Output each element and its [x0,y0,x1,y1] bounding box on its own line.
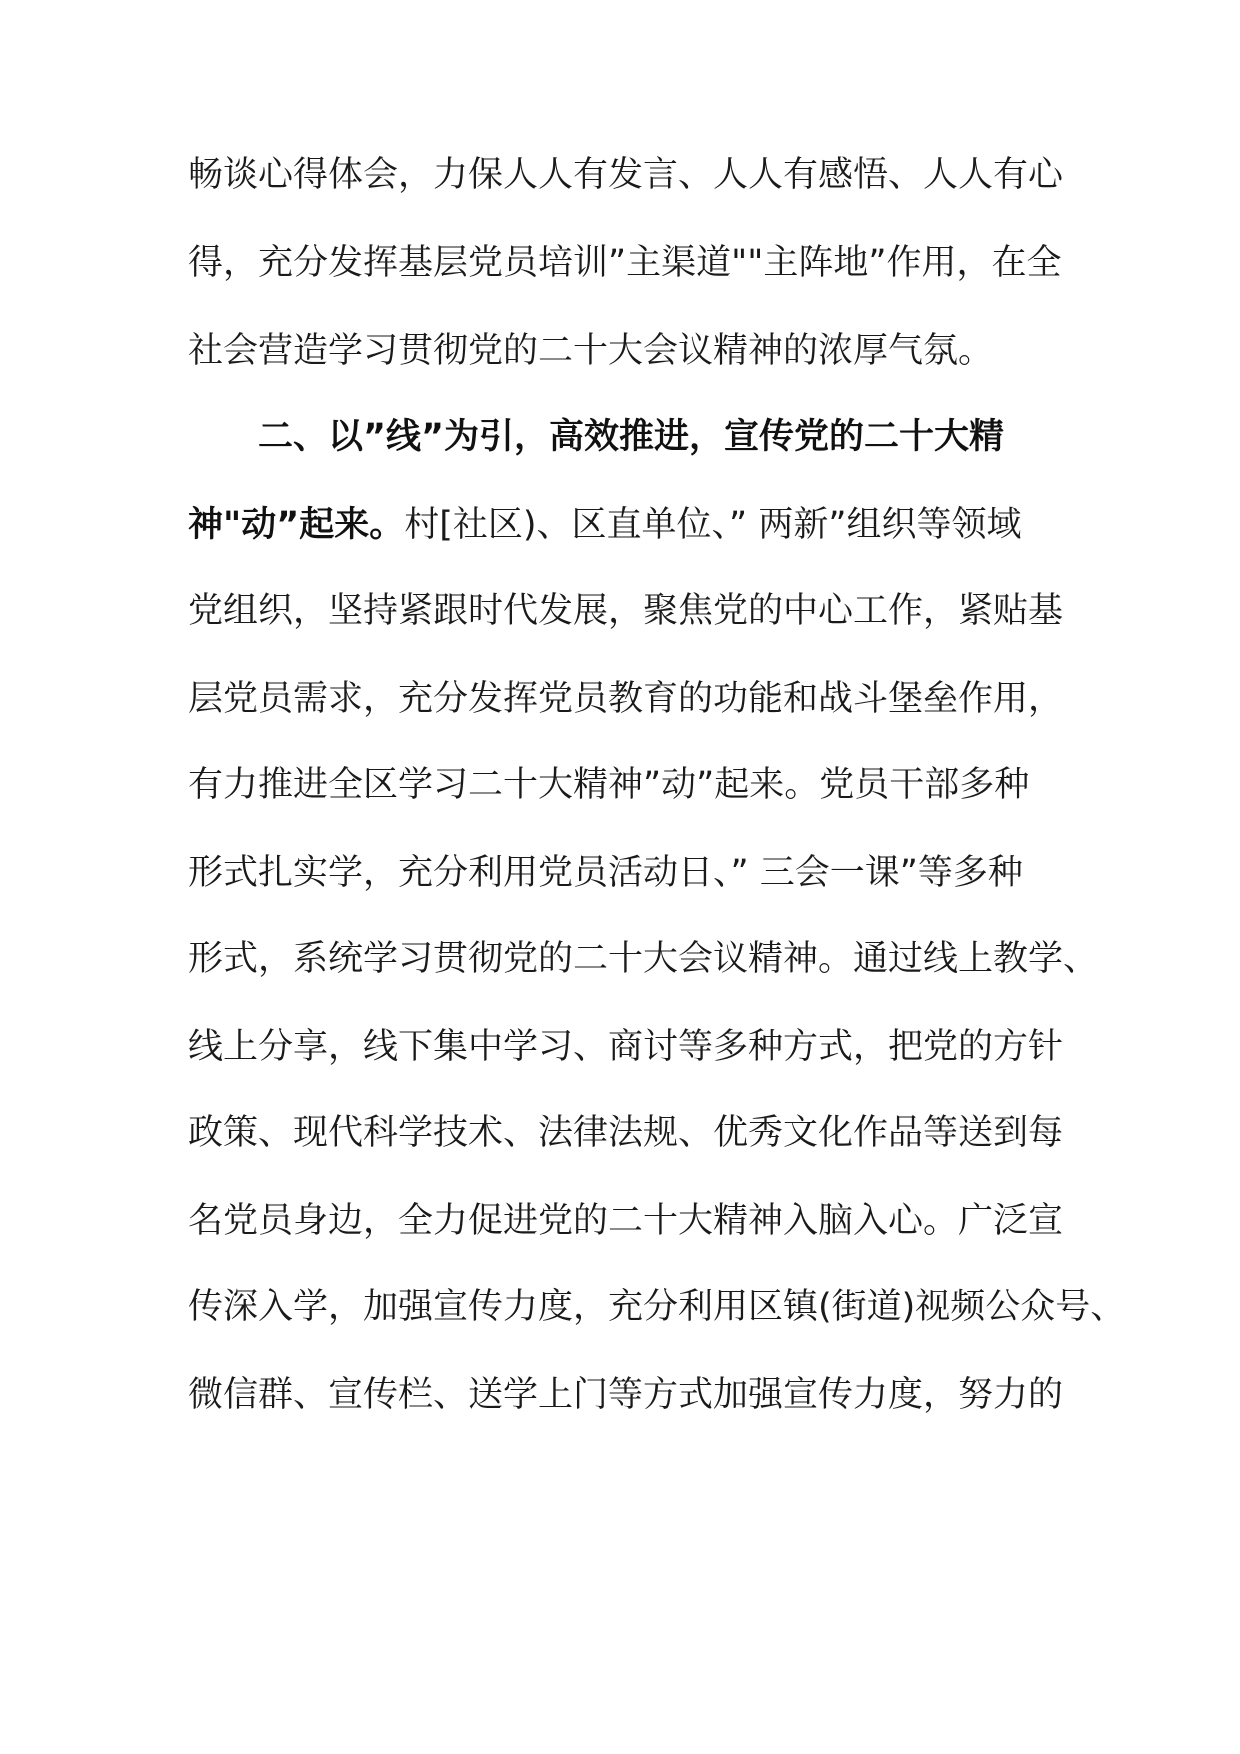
text-line: 名党员身边，全力促进党的二十大精神入脑入心。广泛宣 [188,1201,1064,1241]
text-line: 政策、现代科学技术、法律法规、优秀文化作品等送到每 [188,1113,1064,1153]
text-line: 得，充分发挥基层党员培训”主渠道""主阵地”作用，在全 [188,243,1062,283]
text-line: 社会营造学习贯彻党的二十大会议精神的浓厚气氛。 [188,331,994,371]
text-line: 形式扎实学，充分利用党员活动日、” 三会一课”等多种 [188,853,1023,893]
text-line: 层党员需求，充分发挥党员教育的功能和战斗堡垒作用， [188,679,1064,719]
text-line: 形式，系统学习贯彻党的二十大会议精神。通过线上教学、 [188,939,1099,979]
section-heading-end: 神"动”起来。 [188,505,405,545]
text-line: 线上分享，线下集中学习、商讨等多种方式，把党的方针 [188,1027,1064,1067]
text-span: 村[社区)、区直单位、” 两新”组织等领域 [404,505,1022,545]
text-line: 党组织，坚持紧跟时代发展，聚焦党的中心工作，紧贴基 [188,591,1064,631]
text-line: 微信群、宣传栏、送学上门等方式加强宣传力度，努力的 [188,1375,1064,1415]
text-line: 有力推进全区学习二十大精神”动”起来。党员干部多种 [188,765,1030,805]
text-line: 传深入学，加强宣传力度，充分利用区镇(街道)视频公众号、 [188,1287,1126,1327]
heading-continuation-line [188,500,1021,550]
section-heading: 二、以”线”为引，高效推进，宣传党的二十大精 [258,417,1005,457]
text-line: 畅谈心得体会，力保人人有发言、人人有感悟、人人有心 [188,155,1064,195]
